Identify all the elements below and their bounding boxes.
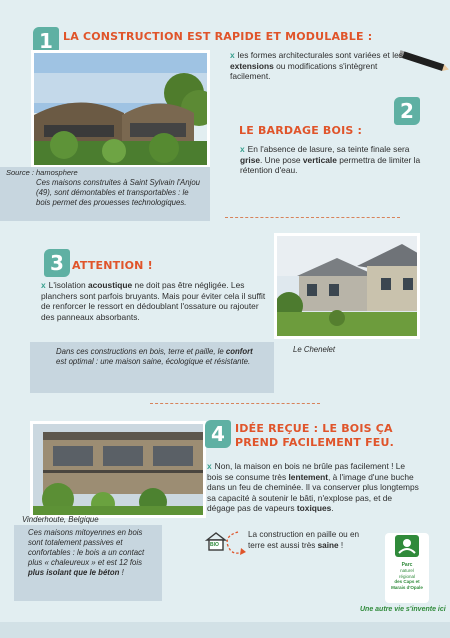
section-4-note-start: La construction en paille ou en terre est aussi très: [248, 530, 360, 550]
section-2-text-start: En l'absence de lasure, sa teinte finale sera: [247, 144, 410, 154]
section-3-text-end: ne doit pas être négligée. Les planchers sont parfois bruyants. Mais pour éviter cela il suffit de renforcer le ressort en dédoublant l'ossature ou rajouter des panneaux absorbants.: [41, 280, 266, 322]
section-1-caption: Ces maisons construites à Saint Sylvain l'Anjou (49), sont démontables et transportables : le bois permet des prouesses technologiques.: [36, 178, 201, 207]
wooden-terrace-image: [33, 424, 206, 518]
park-emblem-icon: [395, 535, 419, 557]
section-4-caption-start: Ces maisons mitoyennes en bois sont totalement passives et confortables : le bois a un contact plus « chaleureux » et est 12 fois: [28, 528, 145, 567]
bottom-strip: [0, 622, 450, 638]
section-4-note: [248, 530, 374, 551]
section-2-text-mid: . Une pose: [260, 154, 303, 165]
section-2-text: [240, 144, 426, 176]
section-1-text-bold: extensions: [230, 60, 274, 71]
section-4-text-bold-2: toxiques: [296, 503, 332, 514]
section-4-text: [207, 461, 422, 514]
dashed-arrow-icon: [222, 528, 250, 562]
section-1-title: LA CONSTRUCTION EST RAPIDE ET MODULABLE :: [63, 30, 373, 43]
park-logo: [385, 533, 429, 603]
section-1-text-start: les formes architecturales sont variées et les: [237, 50, 403, 60]
park-tagline: Une autre vie s'invente ici: [360, 606, 446, 613]
section-4-caption: [28, 528, 156, 578]
section-4-note-bold: saine: [317, 540, 339, 550]
section-4-text-bold-1: lentement: [288, 471, 329, 482]
section-4-photo: [30, 421, 206, 518]
section-3-text-start: L'isolation: [48, 280, 88, 290]
section-3-photo: [274, 233, 420, 339]
section-3-caption-box: [30, 342, 274, 393]
section-3-caption-start: Dans ces constructions en bois, terre et paille, le: [56, 347, 226, 356]
section-4-caption-bold: plus isolant que le béton: [28, 568, 120, 577]
section-4-caption-end: !: [119, 568, 124, 577]
section-1-number-badge: 1: [33, 27, 59, 55]
section-3-text: [41, 280, 267, 322]
section-4-note-end: !: [338, 540, 344, 550]
bio-label: BIO: [210, 542, 219, 548]
section-2-title: LE BARDAGE BOIS :: [239, 124, 363, 137]
park-logo-line-3: régional: [398, 573, 415, 579]
bullet-x-icon: x: [41, 280, 46, 290]
park-logo-line-2: naturel: [400, 568, 414, 573]
wooden-houses-image: [277, 236, 420, 339]
section-3-caption-end: est optimal : une maison saine, écologique et résistante.: [56, 357, 251, 366]
section-1-text: [230, 50, 420, 82]
section-4-text-mid: , à l'image d'une buche dans un feu de cheminée. Il va conserver plus longtemps sa capacité à soutenir le bâti, n'explose pas, et de dégage pas de vapeurs: [207, 471, 419, 514]
section-4-caption-box: [14, 525, 162, 601]
section-3-caption-bold: confort: [225, 347, 253, 356]
section-4-number-badge: 4: [205, 420, 231, 448]
section-1-photo: [31, 50, 210, 168]
curved-houses-image: [34, 53, 210, 168]
section-3-caption: [56, 347, 256, 367]
divider-1: [225, 217, 400, 218]
section-1-source: Source : hamosphere: [6, 168, 78, 177]
divider-2: [150, 403, 320, 404]
section-1-text-end: ou modifications s'intègrent facilement.: [230, 60, 378, 82]
section-2-number-badge: 2: [394, 97, 420, 125]
section-4-photo-caption: Vinderhoute, Belgique: [22, 515, 99, 524]
section-1-caption-box: [0, 167, 210, 221]
park-logo-line-5: Marais d'Opale: [391, 584, 423, 590]
section-4-title: IDÉE REÇUE : LE BOIS ÇA PREND FACILEMENT FEU.: [235, 422, 395, 449]
park-logo-line-4: des Caps et: [394, 579, 420, 584]
park-logo-line-1: Parc: [401, 562, 413, 568]
bullet-x-icon: x: [207, 461, 212, 471]
section-2-text-bold-2: verticale: [302, 154, 337, 165]
bullet-x-icon: x: [240, 144, 245, 154]
section-3-number-badge: 3: [44, 249, 70, 277]
section-3-photo-caption: Le Chenelet: [293, 345, 336, 354]
section-4-text-start: Non, la maison en bois ne brûle pas facilement ! Le bois se consume très: [207, 461, 406, 482]
section-4-text-end: .: [331, 503, 334, 514]
section-2-text-end: permettra de limiter la rétention d'eau.: [240, 154, 421, 176]
section-2-text-bold-1: grise: [240, 154, 261, 165]
section-3-title: ATTENTION !: [72, 259, 153, 272]
section-3-text-bold: acoustique: [87, 280, 133, 290]
bullet-x-icon: x: [230, 50, 235, 60]
